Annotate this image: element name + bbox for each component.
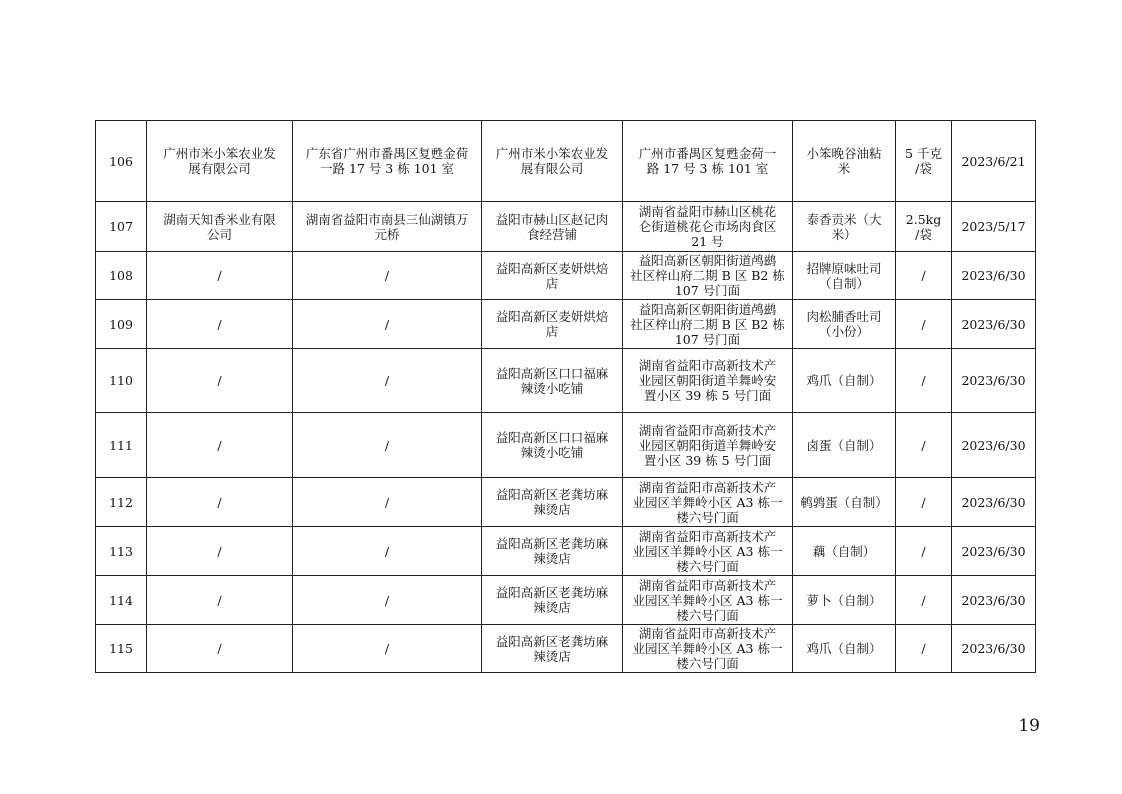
- cell-text-line: 一路 17 号 3 栋 101 室: [319, 161, 455, 176]
- cell-text-line: 肉松脯香吐司: [806, 309, 882, 324]
- cell-text-line: 107 号门面: [674, 283, 741, 298]
- serial-cell: [96, 478, 147, 527]
- cell-text-line: （自制）: [818, 275, 869, 291]
- cell-text-line: 湖南省益阳市高新技术产: [638, 577, 777, 593]
- cell-text-line: 店: [545, 275, 559, 291]
- cell-text-line: 楼六号门面: [676, 558, 739, 574]
- date-cell: [952, 527, 1036, 576]
- producer-address-cell: [293, 527, 482, 576]
- table-row: [96, 527, 1036, 576]
- serial-cell: [96, 252, 147, 300]
- cell-text-line: /: [217, 494, 222, 510]
- product-name-cell: [793, 349, 896, 413]
- seller-name-cell: [482, 349, 623, 413]
- spec-cell: [896, 527, 952, 576]
- cell-text-line: 展有限公司: [188, 161, 251, 176]
- cell-text-line: 湖南天知香米业有限: [163, 211, 276, 227]
- cell-text-line: 辣烫店: [533, 551, 571, 566]
- cell-text-line: 广州市番禺区复甦金荷一: [638, 146, 777, 161]
- cell-text-line: 米: [837, 161, 851, 176]
- sampling-table: [95, 120, 1036, 673]
- cell-text-line: 益阳高新区老龚坊麻: [495, 585, 609, 600]
- cell-text-line: 业园区朝阳街道羊舞岭安: [638, 437, 777, 453]
- seller-name-cell: [482, 252, 623, 300]
- cell-text-line: 业园区羊舞岭小区 A3 栋一: [632, 543, 783, 559]
- spec-cell: [896, 576, 952, 625]
- producer-address-cell: [293, 202, 482, 252]
- product-name-cell: [793, 527, 896, 576]
- producer-address-cell: [293, 576, 482, 625]
- cell-text-line: /: [921, 641, 926, 656]
- cell-text-line: /: [384, 316, 390, 332]
- producer-name-cell: [147, 300, 293, 349]
- cell-text: 115: [109, 641, 133, 656]
- producer-name-cell: [147, 121, 293, 202]
- date-cell: [952, 413, 1036, 478]
- cell-text-line: 湖南省益阳市高新技术产: [638, 422, 777, 438]
- producer-name-cell: [147, 625, 293, 673]
- producer-name-cell: [147, 252, 293, 300]
- cell-text-line: /: [921, 316, 926, 332]
- cell-text-line: 楼六号门面: [676, 656, 739, 671]
- spec-cell: [896, 121, 952, 202]
- seller-address-cell: [623, 252, 793, 300]
- cell-text-line: 业园区羊舞岭小区 A3 栋一: [632, 494, 783, 510]
- cell-text-line: 益阳高新区麦妍烘焙: [495, 309, 609, 324]
- cell-text-line: /: [921, 373, 926, 388]
- table-row: [96, 300, 1036, 349]
- table-row: [96, 202, 1036, 252]
- cell-text-line: 泰香贡米（大: [806, 211, 882, 227]
- cell-text-line: 2.5kg: [905, 211, 942, 227]
- cell-text-line: /: [384, 268, 390, 283]
- producer-address-cell: [293, 413, 482, 478]
- cell-text-line: 益阳高新区口口福麻: [495, 365, 609, 381]
- table-row: [96, 349, 1036, 413]
- cell-text: 2023/6/30: [961, 437, 1026, 453]
- cell-text-line: 广州市米小笨农业发: [495, 146, 609, 161]
- cell-text-line: 业园区羊舞岭小区 A3 栋一: [632, 592, 783, 608]
- cell-text-line: 辣烫店: [533, 648, 571, 664]
- cell-text-line: /: [384, 494, 390, 510]
- cell-text: 108: [109, 268, 133, 283]
- cell-text-line: 益阳市赫山区赵记肉: [495, 211, 609, 227]
- cell-text-line: 湖南省益阳市高新技术产: [638, 358, 777, 373]
- cell-text-line: 广东省广州市番禺区复甦金荷: [305, 146, 469, 161]
- cell-text-line: 鹌鹑蛋（自制）: [800, 494, 888, 510]
- product-name-cell: [793, 121, 896, 202]
- cell-text-line: /: [217, 641, 222, 656]
- serial-cell: [96, 202, 147, 252]
- cell-text-line: 广州市米小笨农业发: [163, 146, 276, 161]
- cell-text-line: /: [384, 543, 390, 559]
- date-cell: [952, 349, 1036, 413]
- producer-name-cell: [147, 576, 293, 625]
- product-name-cell: [793, 625, 896, 673]
- seller-name-cell: [482, 202, 623, 252]
- cell-text: 111: [109, 437, 133, 453]
- cell-text-line: 益阳高新区老龚坊麻: [495, 536, 609, 551]
- cell-text: 2023/6/30: [961, 543, 1026, 559]
- product-name-cell: [793, 413, 896, 478]
- producer-name-cell: [147, 527, 293, 576]
- cell-text-line: 米）: [831, 226, 857, 242]
- seller-name-cell: [482, 576, 623, 625]
- cell-text-line: 益阳高新区麦妍烘焙: [495, 260, 609, 276]
- product-name-cell: [793, 202, 896, 252]
- seller-address-cell: [623, 625, 793, 673]
- seller-name-cell: [482, 478, 623, 527]
- cell-text-line: /: [217, 543, 222, 559]
- cell-text-line: 楼六号门面: [676, 509, 739, 525]
- producer-name-cell: [147, 413, 293, 478]
- cell-text-line: /袋: [915, 226, 932, 242]
- cell-text-line: 展有限公司: [520, 161, 584, 176]
- producer-address-cell: [293, 300, 482, 349]
- serial-cell: [96, 625, 147, 673]
- cell-text-line: 辣烫店: [533, 600, 571, 615]
- cell-text-line: 萝卜（自制）: [806, 592, 882, 608]
- seller-address-cell: [623, 478, 793, 527]
- cell-text-line: 卤蛋（自制）: [806, 437, 882, 453]
- product-name-cell: [793, 576, 896, 625]
- date-cell: [952, 478, 1036, 527]
- serial-cell: [96, 349, 147, 413]
- cell-text-line: 社区梓山府二期 B 区 B2 栋: [630, 316, 785, 332]
- producer-name-cell: [147, 349, 293, 413]
- cell-text-line: 元桥: [374, 226, 400, 242]
- cell-text-line: /: [217, 373, 222, 388]
- table-row: [96, 413, 1036, 478]
- date-cell: [952, 625, 1036, 673]
- cell-text: 2023/6/30: [961, 592, 1026, 608]
- date-cell: [952, 252, 1036, 300]
- seller-address-cell: [623, 202, 793, 252]
- cell-text: 113: [109, 543, 133, 559]
- cell-text-line: 湖南省益阳市高新技术产: [638, 479, 777, 495]
- product-name-cell: [793, 478, 896, 527]
- cell-text-line: /袋: [915, 161, 932, 176]
- seller-address-cell: [623, 300, 793, 349]
- serial-cell: [96, 121, 147, 202]
- table-row: [96, 625, 1036, 673]
- cell-text: 2023/5/17: [961, 219, 1026, 234]
- cell-text-line: 招牌原味吐司: [806, 260, 882, 276]
- seller-address-cell: [623, 121, 793, 202]
- cell-text-line: 店: [545, 324, 559, 339]
- spec-cell: [896, 300, 952, 349]
- cell-text: 2023/6/30: [961, 268, 1026, 283]
- cell-text-line: /: [384, 373, 390, 388]
- cell-text-line: 湖南省益阳市高新技术产: [638, 626, 777, 641]
- cell-text-line: /: [921, 437, 926, 453]
- seller-address-cell: [623, 413, 793, 478]
- table-row: [96, 121, 1036, 202]
- producer-name-cell: [147, 202, 293, 252]
- cell-text-line: 辣烫小吃铺: [520, 380, 584, 396]
- seller-address-cell: [623, 576, 793, 625]
- date-cell: [952, 202, 1036, 252]
- cell-text-line: /: [384, 437, 390, 453]
- producer-address-cell: [293, 252, 482, 300]
- cell-text-line: 5 千克: [905, 146, 942, 161]
- seller-name-cell: [482, 527, 623, 576]
- cell-text-line: 鸡爪（自制）: [806, 641, 882, 656]
- spec-cell: [896, 625, 952, 673]
- cell-text: 112: [109, 494, 133, 510]
- seller-name-cell: [482, 413, 623, 478]
- cell-text-line: 业园区羊舞岭小区 A3 栋一: [632, 641, 783, 656]
- product-name-cell: [793, 300, 896, 349]
- cell-text-line: /: [217, 316, 222, 332]
- cell-text-line: /: [217, 437, 222, 453]
- cell-text-line: 益阳高新区老龚坊麻: [495, 633, 609, 649]
- table-row: [96, 576, 1036, 625]
- cell-text-line: 藕（自制）: [812, 543, 876, 559]
- serial-cell: [96, 413, 147, 478]
- spec-cell: [896, 478, 952, 527]
- cell-text-line: 鸡爪（自制）: [806, 373, 882, 388]
- cell-text-line: 公司: [206, 226, 232, 242]
- seller-name-cell: [482, 121, 623, 202]
- producer-name-cell: [147, 478, 293, 527]
- cell-text-line: /: [384, 592, 390, 608]
- cell-text-line: 湖南省益阳市南县三仙湖镇万: [305, 211, 469, 227]
- cell-text-line: /: [921, 543, 926, 559]
- cell-text-line: 益阳高新区朝阳街道鸬鹚: [638, 253, 777, 268]
- cell-text-line: 辣烫店: [533, 502, 571, 517]
- serial-cell: [96, 576, 147, 625]
- seller-address-cell: [623, 527, 793, 576]
- product-name-cell: [793, 252, 896, 300]
- cell-text-line: 益阳高新区老龚坊麻: [495, 487, 609, 502]
- cell-text-line: 社区梓山府二期 B 区 B2 栋: [630, 268, 785, 283]
- cell-text: 106: [109, 153, 133, 169]
- cell-text: 110: [109, 373, 133, 388]
- table-row: [96, 252, 1036, 300]
- spec-cell: [896, 252, 952, 300]
- cell-text-line: 置小区 39 栋 5 号门面: [643, 452, 772, 468]
- producer-address-cell: [293, 121, 482, 202]
- cell-text-line: /: [921, 592, 926, 608]
- cell-text-line: 益阳高新区口口福麻: [495, 430, 609, 445]
- cell-text-line: 21 号: [691, 234, 724, 249]
- cell-text-line: 仑街道桃花仑市场肉食区: [638, 219, 777, 234]
- cell-text-line: 食经营铺: [526, 226, 577, 242]
- cell-text: 2023/6/30: [961, 494, 1026, 510]
- cell-text: 2023/6/21: [961, 153, 1026, 169]
- cell-text-line: 业园区朝阳街道羊舞岭安: [638, 373, 777, 388]
- seller-address-cell: [623, 349, 793, 413]
- cell-text-line: （小份）: [818, 324, 869, 339]
- producer-address-cell: [293, 349, 482, 413]
- producer-address-cell: [293, 478, 482, 527]
- cell-text-line: /: [217, 592, 222, 608]
- cell-text: 2023/6/30: [961, 373, 1026, 388]
- cell-text-line: 益阳高新区朝阳街道鸬鹚: [638, 301, 777, 317]
- cell-text-line: /: [921, 494, 926, 510]
- cell-text: 109: [109, 316, 133, 332]
- cell-text-line: /: [384, 641, 390, 656]
- cell-text-line: 辣烫小吃铺: [520, 445, 584, 460]
- page-number: 19: [1018, 716, 1040, 736]
- producer-address-cell: [293, 625, 482, 673]
- cell-text-line: 小笨晚谷油粘: [806, 146, 882, 161]
- cell-text-line: 107 号门面: [674, 331, 741, 347]
- date-cell: [952, 576, 1036, 625]
- cell-text: 2023/6/30: [961, 316, 1026, 332]
- cell-text-line: 路 17 号 3 栋 101 室: [646, 161, 769, 176]
- cell-text-line: 楼六号门面: [676, 607, 739, 623]
- spec-cell: [896, 413, 952, 478]
- cell-text-line: /: [217, 268, 222, 283]
- cell-text-line: /: [921, 268, 926, 283]
- cell-text-line: 置小区 39 栋 5 号门面: [643, 388, 772, 403]
- spec-cell: [896, 349, 952, 413]
- serial-cell: [96, 300, 147, 349]
- cell-text: 2023/6/30: [961, 641, 1026, 656]
- seller-name-cell: [482, 625, 623, 673]
- date-cell: [952, 300, 1036, 349]
- table-row: [96, 478, 1036, 527]
- serial-cell: [96, 527, 147, 576]
- cell-text-line: 湖南省益阳市高新技术产: [638, 528, 777, 544]
- cell-text-line: 湖南省益阳市赫山区桃花: [638, 204, 777, 219]
- seller-name-cell: [482, 300, 623, 349]
- cell-text: 114: [109, 592, 133, 608]
- date-cell: [952, 121, 1036, 202]
- spec-cell: [896, 202, 952, 252]
- cell-text: 107: [109, 219, 133, 234]
